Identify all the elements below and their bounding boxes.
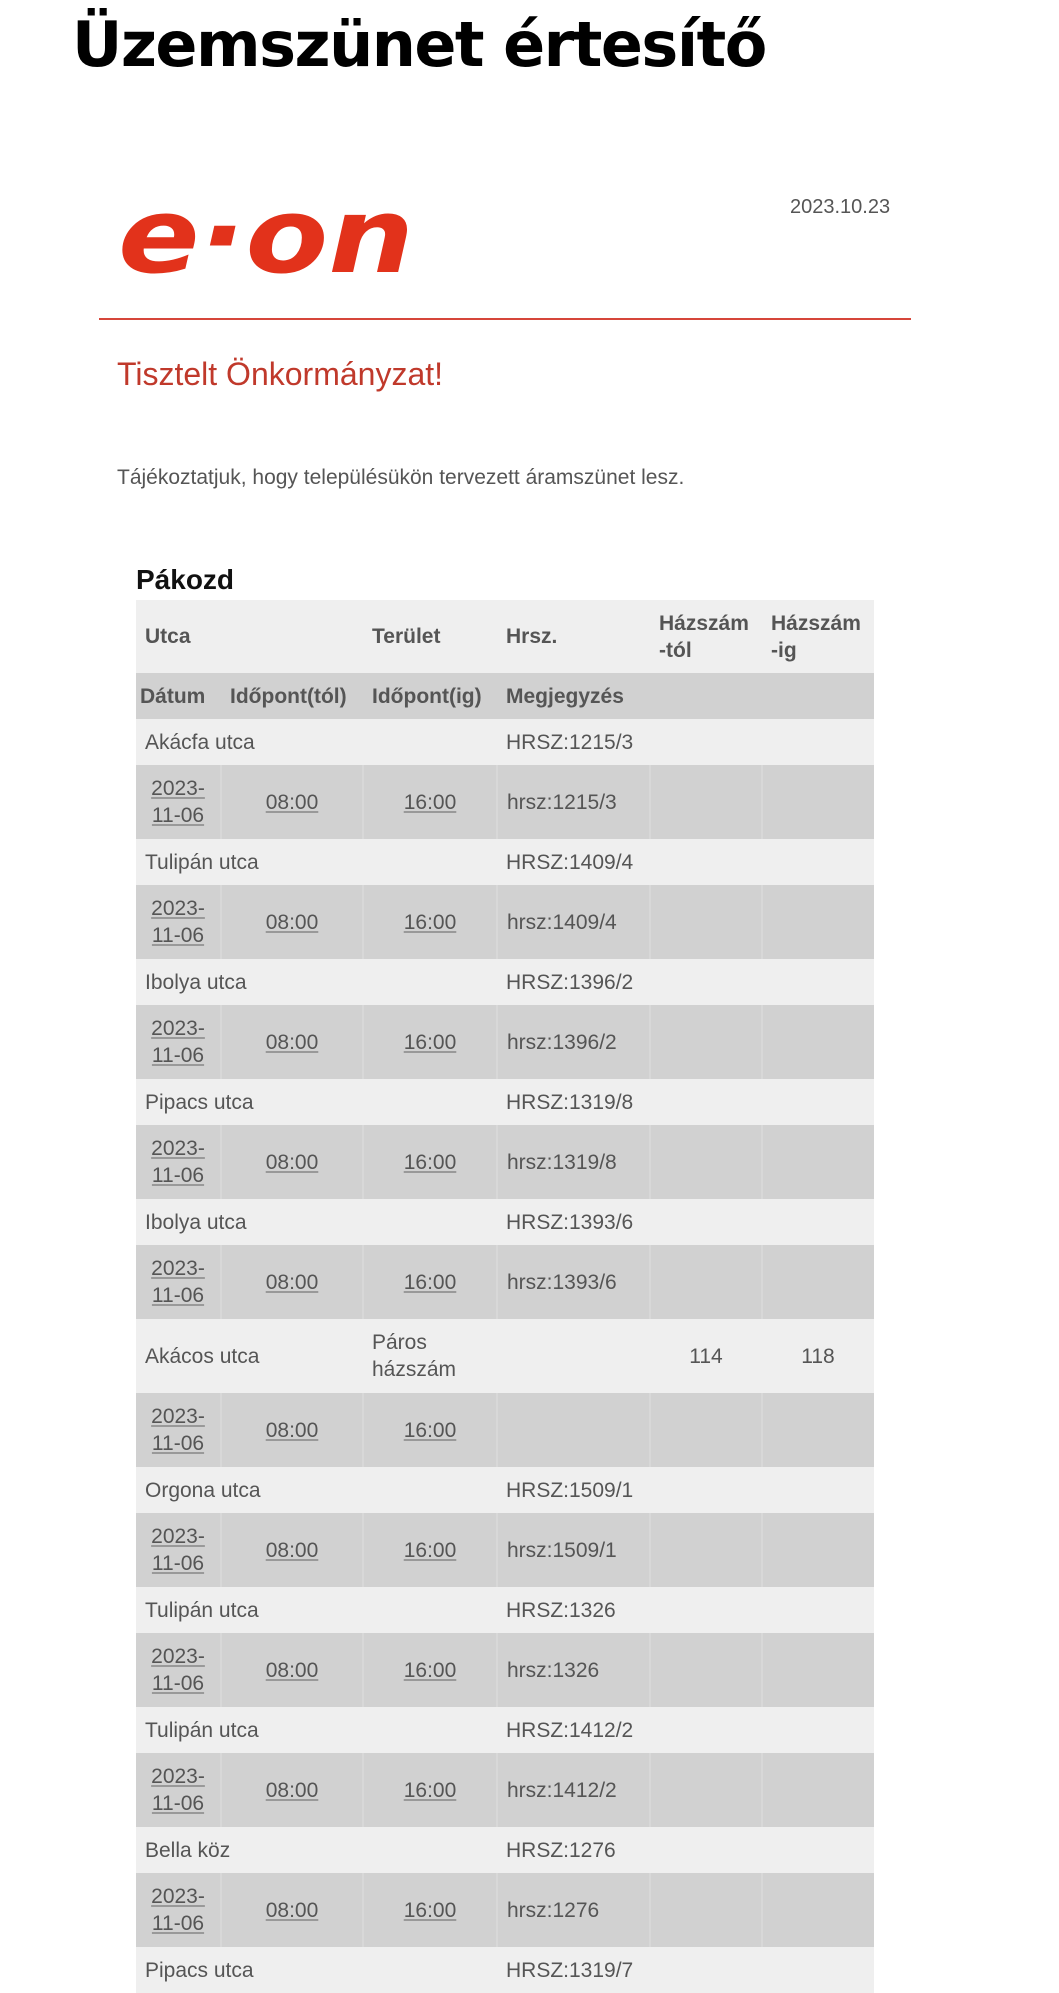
note: hrsz:1412/2 — [497, 1753, 650, 1827]
house-number-from — [650, 1707, 762, 1753]
house-number-to — [762, 1079, 874, 1125]
table-subheader-row — [136, 673, 874, 719]
street-row — [136, 1587, 874, 1633]
house-number-from — [650, 1947, 762, 1993]
house-number-from — [650, 1467, 762, 1513]
city-name: Pákozd — [136, 564, 235, 595]
end-time-link[interactable]: 16:00 — [363, 1873, 497, 1947]
note: hrsz:1396/2 — [497, 1005, 650, 1079]
hrsz: HRSZ:1393/6 — [506, 1210, 634, 1234]
street-row — [136, 1319, 874, 1393]
start-time-link[interactable]: 08:00 — [221, 1245, 363, 1319]
start-time-link[interactable]: 08:00 — [221, 1393, 363, 1467]
hrsz: HRSZ:1396/2 — [506, 970, 634, 994]
street-row — [136, 959, 874, 1005]
street-name: Bella köz — [145, 1838, 231, 1862]
area — [363, 1827, 497, 1873]
hrsz: HRSZ:1319/7 — [506, 1958, 634, 1982]
street-row — [136, 719, 874, 765]
street-name: Akácos utca — [145, 1344, 260, 1368]
street-row — [136, 1947, 874, 1993]
col-header-date: Dátum — [140, 684, 206, 708]
area — [363, 1079, 497, 1125]
start-time-link[interactable]: 08:00 — [221, 1633, 363, 1707]
house-number-from: 114 — [689, 1344, 723, 1368]
note: hrsz:1319/8 — [497, 1125, 650, 1199]
street-name: Tulipán utca — [145, 1598, 259, 1622]
end-time-link[interactable]: 16:00 — [363, 1393, 497, 1467]
note — [497, 1393, 650, 1467]
col-header-time-from: Időpont(tól) — [230, 684, 347, 708]
house-number-from — [650, 1199, 762, 1245]
street-row — [136, 1199, 874, 1245]
end-time-link[interactable]: 16:00 — [363, 1633, 497, 1707]
street-name: Orgona utca — [145, 1478, 261, 1502]
outage-date-link[interactable]: 2023-11-06 — [151, 1765, 205, 1815]
intro-text: Tájékoztatjuk, hogy településükön tervezett áramszünet lesz. — [117, 466, 685, 489]
street-name: Tulipán utca — [145, 1718, 259, 1742]
outage-date-link[interactable]: 2023-11-06 — [151, 1645, 205, 1695]
end-time-link[interactable]: 16:00 — [363, 1245, 497, 1319]
street-row — [136, 1079, 874, 1125]
street-name: Pipacs utca — [145, 1958, 254, 1982]
house-number-to — [762, 839, 874, 885]
header-divider — [99, 318, 911, 320]
house-number-to — [762, 1827, 874, 1873]
outage-table — [136, 600, 874, 1993]
house-number-to — [762, 719, 874, 765]
house-number-to — [762, 1199, 874, 1245]
house-number-from — [650, 1827, 762, 1873]
col-header-area: Terület — [372, 625, 441, 648]
eon-logo — [116, 192, 420, 286]
outage-date-link[interactable]: 2023-11-06 — [151, 777, 205, 827]
outage-date-link[interactable]: 2023-11-06 — [151, 1017, 205, 1067]
house-number-to — [762, 1467, 874, 1513]
schedule-row — [136, 1513, 874, 1587]
area — [363, 1587, 497, 1633]
hrsz: HRSZ:1509/1 — [506, 1478, 634, 1502]
start-time-link[interactable]: 08:00 — [221, 1753, 363, 1827]
schedule-row — [136, 1393, 874, 1467]
schedule-row — [136, 1753, 874, 1827]
area — [363, 1947, 497, 1993]
street-row — [136, 1707, 874, 1753]
house-number-from — [650, 719, 762, 765]
col-header-hrsz: Hrsz. — [506, 625, 558, 648]
street-name: Tulipán utca — [145, 850, 259, 874]
street-name: Ibolya utca — [145, 1210, 247, 1234]
note: hrsz:1393/6 — [497, 1245, 650, 1319]
hrsz: HRSZ:1326 — [506, 1598, 616, 1622]
street-row — [136, 1467, 874, 1513]
house-number-to — [762, 1587, 874, 1633]
house-number-from — [650, 1587, 762, 1633]
hrsz — [497, 1319, 650, 1393]
note: hrsz:1509/1 — [497, 1513, 650, 1587]
end-time-link[interactable]: 16:00 — [363, 1513, 497, 1587]
area: Páros házszám — [372, 1331, 457, 1381]
schedule-row — [136, 1125, 874, 1199]
house-number-from — [650, 959, 762, 1005]
street-row — [136, 839, 874, 885]
house-number-to: 118 — [801, 1344, 835, 1368]
end-time-link[interactable]: 16:00 — [363, 1753, 497, 1827]
area — [363, 1467, 497, 1513]
outage-table-wrapper — [136, 600, 874, 1993]
house-number-from — [650, 839, 762, 885]
street-name: Akácfa utca — [145, 730, 255, 754]
outage-date-link[interactable]: 2023-11-06 — [151, 1257, 205, 1307]
greeting: Tisztelt Önkormányzat! — [117, 356, 444, 392]
house-number-to — [762, 959, 874, 1005]
schedule-row — [136, 1005, 874, 1079]
start-time-link[interactable]: 08:00 — [221, 1005, 363, 1079]
hrsz: HRSZ:1409/4 — [506, 850, 634, 874]
area — [363, 839, 497, 885]
outage-date-link[interactable]: 2023-11-06 — [151, 1885, 205, 1935]
outage-date-link[interactable]: 2023-11-06 — [151, 897, 205, 947]
end-time-link[interactable]: 16:00 — [363, 1125, 497, 1199]
schedule-row — [136, 765, 874, 839]
end-time-link[interactable]: 16:00 — [363, 1005, 497, 1079]
letter-date: 2023.10.23 — [790, 196, 891, 218]
col-header-note: Megjegyzés — [506, 684, 624, 708]
page-title: Üzemszünet értesítő — [72, 8, 766, 81]
area — [363, 1199, 497, 1245]
col-header-house-from: Házszám -tól — [659, 611, 749, 662]
house-number-to — [762, 1947, 874, 1993]
area — [363, 1707, 497, 1753]
hrsz: HRSZ:1319/8 — [506, 1090, 634, 1114]
start-time-link[interactable]: 08:00 — [221, 765, 363, 839]
note: hrsz:1276 — [497, 1873, 650, 1947]
note: hrsz:1215/3 — [497, 765, 650, 839]
outage-date-link[interactable]: 2023-11-06 — [151, 1525, 205, 1575]
outage-date-link[interactable]: 2023-11-06 — [151, 1405, 205, 1455]
schedule-row — [136, 1633, 874, 1707]
end-time-link[interactable]: 16:00 — [363, 885, 497, 959]
house-number-from — [650, 1079, 762, 1125]
hrsz: HRSZ:1412/2 — [506, 1718, 634, 1742]
schedule-row — [136, 1873, 874, 1947]
start-time-link[interactable]: 08:00 — [221, 885, 363, 959]
hrsz: HRSZ:1276 — [506, 1838, 616, 1862]
house-number-to — [762, 1707, 874, 1753]
area — [363, 719, 497, 765]
logo-text: e·on — [118, 192, 414, 286]
col-header-street: Utca — [145, 625, 191, 648]
street-name: Pipacs utca — [145, 1090, 254, 1114]
start-time-link[interactable]: 08:00 — [221, 1513, 363, 1587]
street-name: Ibolya utca — [145, 970, 247, 994]
col-header-house-to: Házszám -ig — [771, 611, 861, 662]
table-header-row — [136, 600, 874, 673]
hrsz: HRSZ:1215/3 — [506, 730, 634, 754]
start-time-link[interactable]: 08:00 — [221, 1125, 363, 1199]
note: hrsz:1326 — [497, 1633, 650, 1707]
note: hrsz:1409/4 — [497, 885, 650, 959]
schedule-row — [136, 1245, 874, 1319]
street-row — [136, 1827, 874, 1873]
end-time-link[interactable]: 16:00 — [363, 765, 497, 839]
outage-date-link[interactable]: 2023-11-06 — [151, 1137, 205, 1187]
schedule-row — [136, 885, 874, 959]
col-header-time-to: Időpont(ig) — [372, 684, 482, 708]
area — [363, 959, 497, 1005]
start-time-link[interactable]: 08:00 — [221, 1873, 363, 1947]
